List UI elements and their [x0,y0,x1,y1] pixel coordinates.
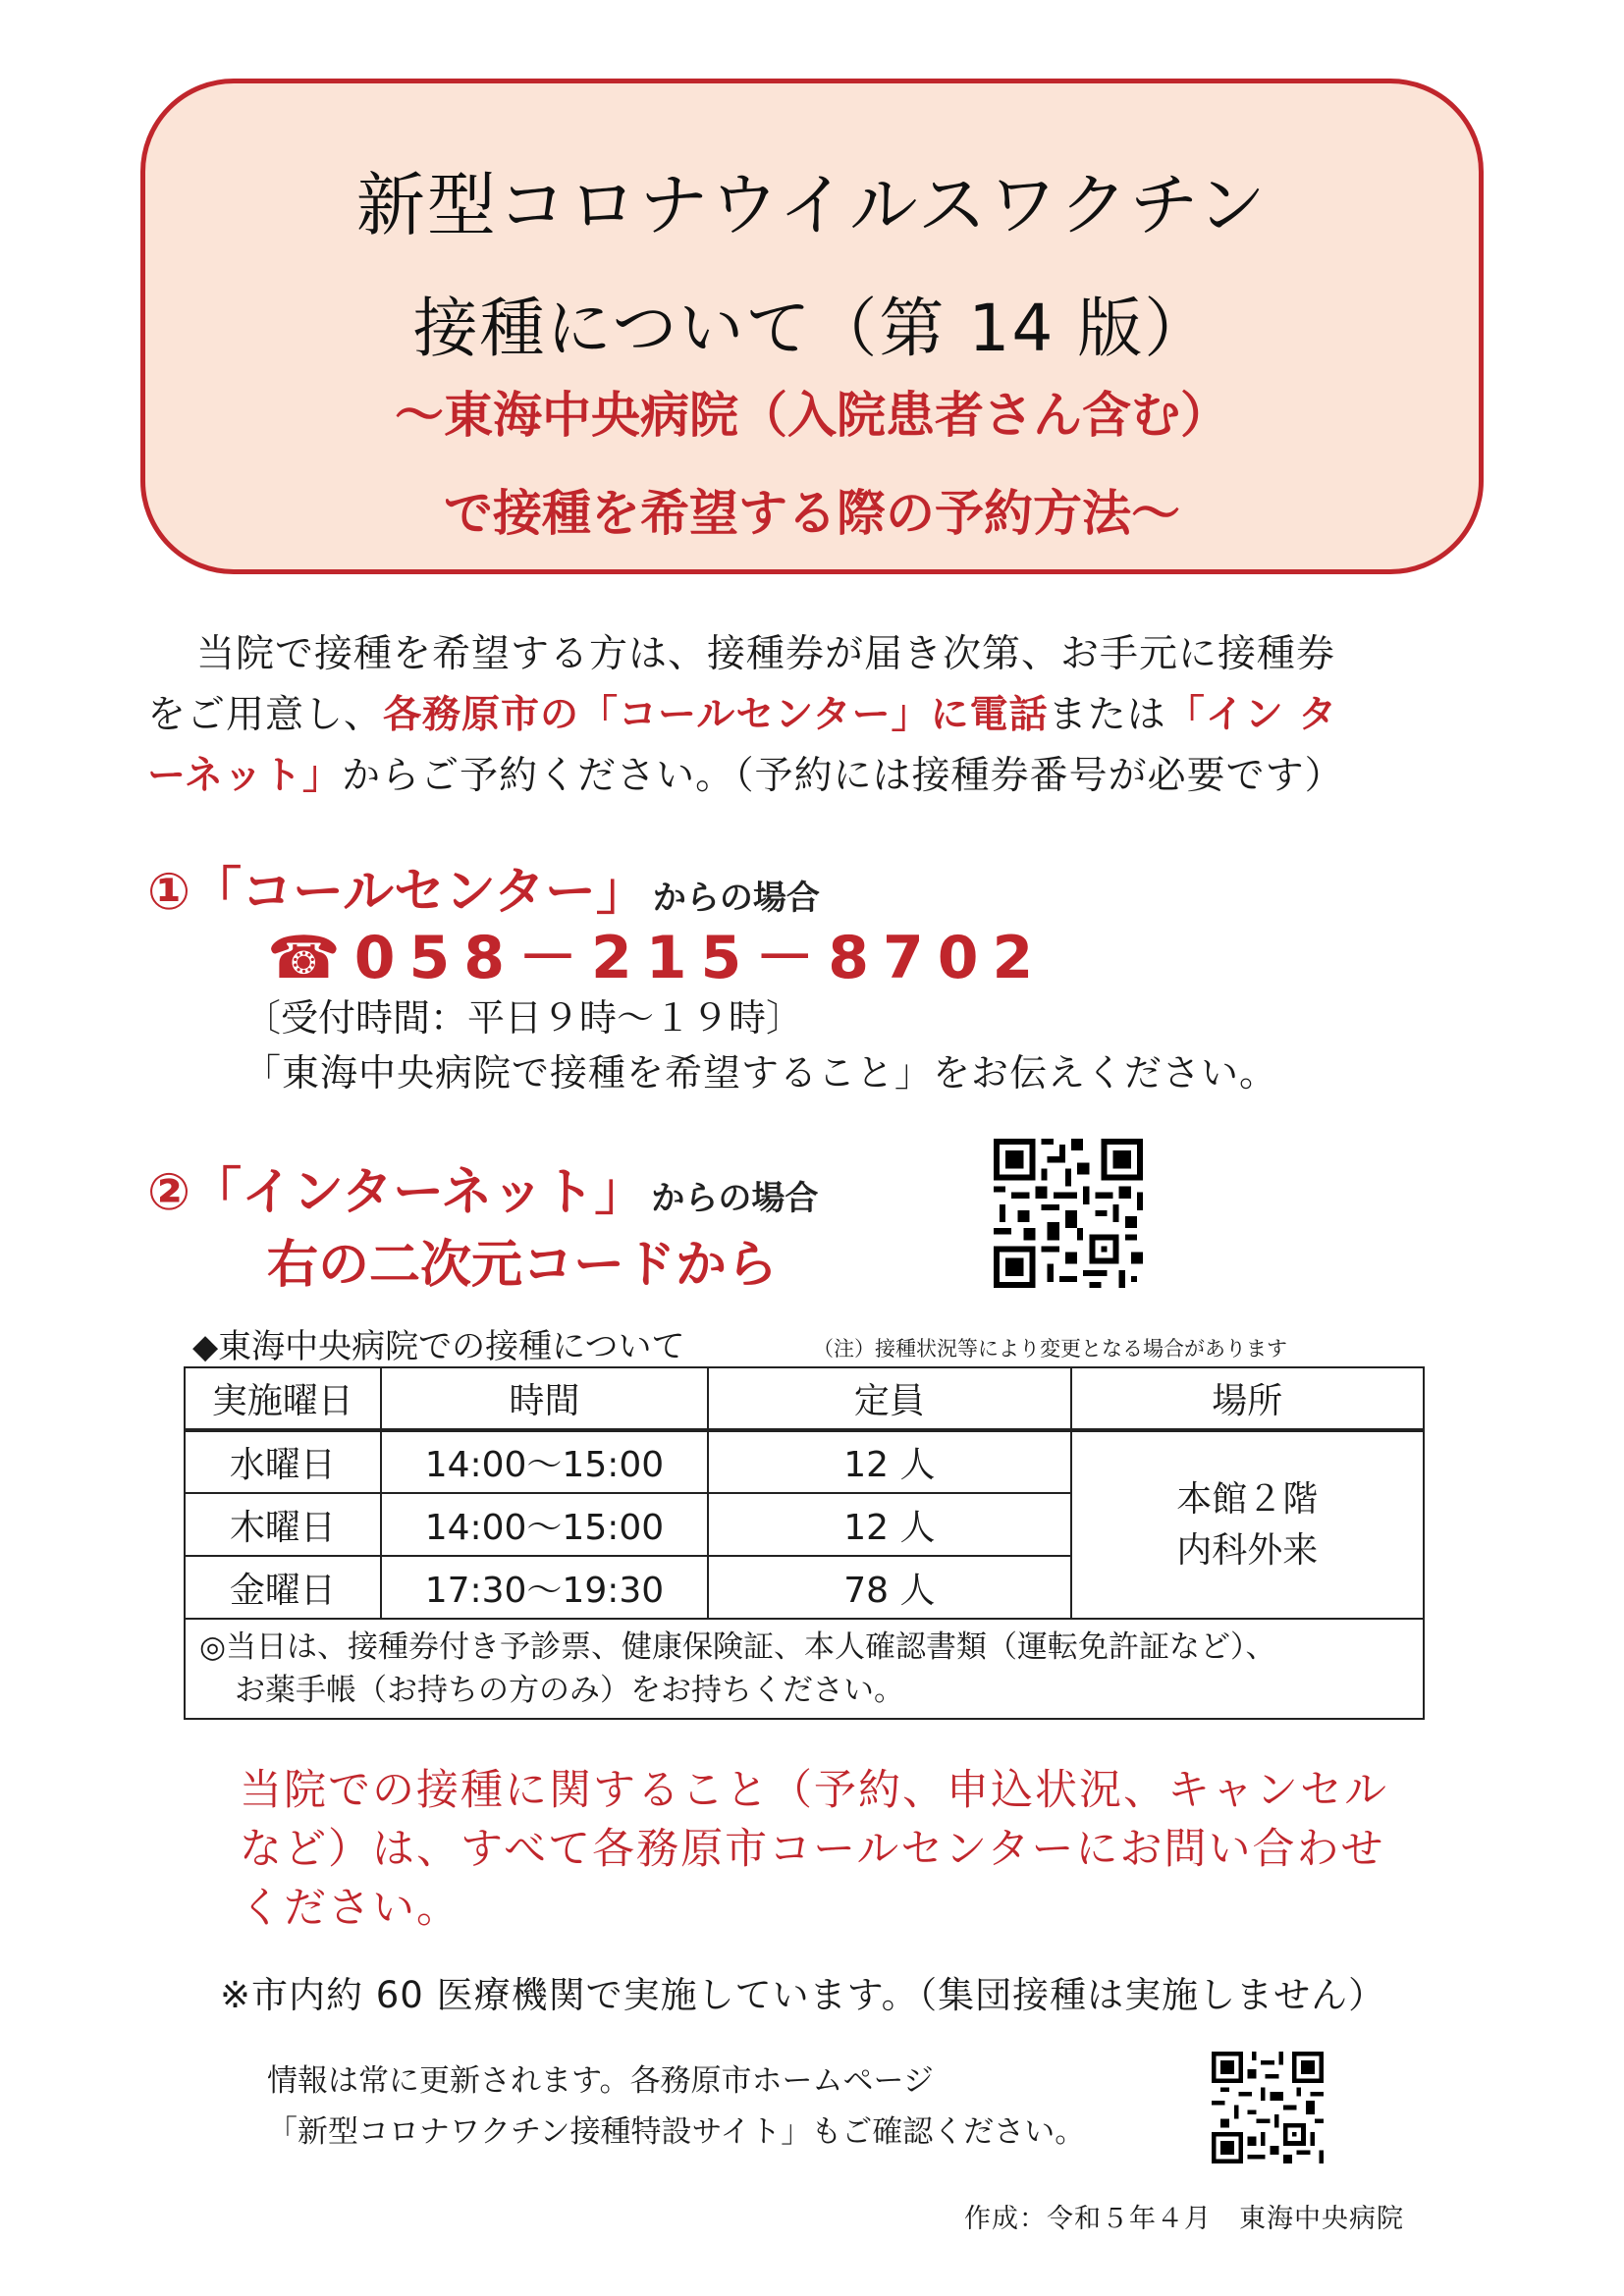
intro-paragraph [147,624,1492,807]
column-header: 場所 [1071,1367,1424,1430]
column-header: 定員 [708,1367,1070,1430]
internet-heading [147,1150,818,1224]
place-department: 内科外来 [1176,1529,1319,1571]
table-row [185,1430,1424,1493]
notice-line-2: など）は、すべて各務原市コールセンターにお問い合わせ [240,1825,1385,1874]
intro-text: をご用意し、 [147,693,384,737]
table-header-row [185,1367,1424,1430]
reception-hours: 〔受付時間：平日９時～１９時〕 [244,996,804,1040]
column-header: 時間 [381,1367,709,1430]
intro-line-2 [147,685,1492,746]
inquiry-notice [240,1761,1418,1938]
info-line-2: 「新型コロナワクチン接種特設サイト」もご確認ください。 [267,2114,1086,2150]
place-cell [1071,1430,1424,1619]
city-site-qr-code-icon[interactable] [1212,2052,1324,2163]
title-box [140,79,1484,574]
day-cell: 木曜日 [185,1493,381,1556]
bring-items-line-1: ◎当日は、接種券付き予診票、健康保険証、本人確認書類（運転免許証など）、 [199,1629,1276,1665]
qr-instruction: 右の二次元コードから [267,1236,779,1295]
intro-line-1: 当院で接種を希望する方は、接種券が届き次第、お手元に接種券 [196,632,1336,676]
capacity-cell: 12 人 [708,1430,1070,1493]
capacity-cell: 12 人 [708,1493,1070,1556]
time-cell: 14:00～15:00 [381,1430,709,1493]
time-cell: 14:00～15:00 [381,1493,709,1556]
title-line-1: 新型コロナウイルスワクチン [355,165,1269,245]
intro-text: または [1048,693,1166,737]
intro-line-3 [147,746,1492,807]
intro-internet-highlight: 「イン タ [1165,693,1338,737]
notice-line-1: 当院での接種に関すること（予約、申込状況、キャンセル [240,1766,1388,1815]
author-credit: 作成：令和５年４月 東海中央病院 [964,2204,1404,2234]
day-cell: 金曜日 [185,1556,381,1619]
schedule-table [184,1366,1425,1720]
subtitle-line-1: ～東海中央病院（入院患者さん含む） [395,387,1229,444]
intro-internet-highlight-cont: ーネット」 [147,754,343,798]
title-line-2: 接種について（第 14 版） [412,291,1212,366]
phone-instruction: 「東海中央病院で接種を希望すること」をお伝えください。 [244,1051,1278,1095]
day-cell: 水曜日 [185,1430,381,1493]
internet-title: ②「インターネット」 [147,1163,646,1222]
callcenter-title: ①「コールセンター」 [147,863,647,922]
intro-text: からご予約ください。（予約には接種券番号が必要です） [342,754,1344,798]
time-cell: 17:30～19:30 [381,1556,709,1619]
table-footer-row [185,1619,1424,1719]
footnote: ※市内約 60 医療機関で実施しています。（集団接種は実施しません） [220,1974,1386,2016]
bring-items-note [185,1619,1424,1719]
column-header: 実施曜日 [185,1367,381,1430]
capacity-cell: 78 人 [708,1556,1070,1619]
reservation-qr-code-icon[interactable] [994,1139,1143,1288]
intro-callcenter-highlight: 各務原市の「コールセンター」に電話 [383,693,1049,737]
place-building: 本館２階 [1176,1478,1319,1520]
bring-items-line-2: お薬手帳（お持ちの方のみ）をお持ちください。 [235,1673,904,1708]
schedule-note: （注）接種状況等により変更となる場合があります [813,1337,1287,1361]
phone-number[interactable]: ☎058－215－8702 [267,924,1048,992]
callcenter-suffix: からの場合 [652,879,820,918]
schedule-heading: ◆東海中央病院での接種について [192,1327,685,1366]
internet-suffix: からの場合 [651,1179,819,1218]
subtitle-line-2: で接種を希望する際の予約方法～ [444,485,1180,542]
notice-line-3: ください。 [240,1884,460,1933]
info-line-1: 情報は常に更新されます。各務原市ホームページ [267,2063,934,2099]
info-text [267,2056,1085,2158]
